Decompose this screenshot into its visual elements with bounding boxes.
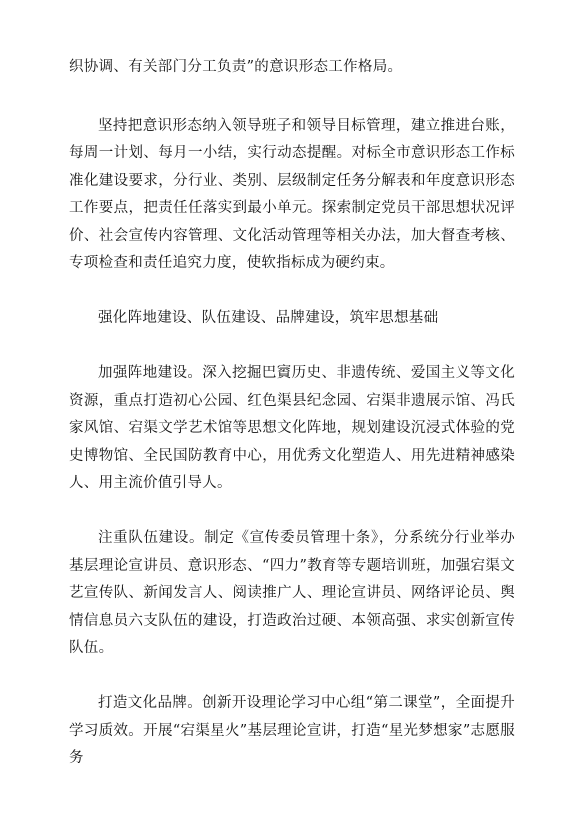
paragraph-positions: 加强阵地建设。深入挖掘巴賨历史、非遗传统、爱国主义等文化资源，重点打造初心公园、红色渠县纪念园、宕渠非遗展示馆、冯氏家风馆、宕渠文学艺术馆等思想文化阵地，规划建设沉浸式体验的党史博物馆、全民国防教育中心，用优秀文化塑造人、用先进精神感染人、用主流价值引导人。 — [69, 365, 515, 491]
paragraph-gap — [69, 498, 515, 526]
paragraph-gap — [69, 333, 515, 361]
paragraph-teams: 注重队伍建设。制定《宣传委员管理十条》，分系统分行业举办基层理论宣讲员、意识形态、“四力”教育等专题培训班，加强宕渠文艺宣传队、新闻发言人、阅读推广人、理论宣讲员、网络评论员、舆情信息员六支队伍的建设，打造政治过硬、本领高强、求实创新宣传队伍。 — [69, 530, 515, 656]
section-heading: 强化阵地建设、队伍建设、品牌建设，筑牢思想基础 — [98, 310, 439, 326]
paragraph-gap — [69, 278, 515, 306]
paragraph-gap — [69, 663, 515, 691]
paragraph-gap — [69, 82, 515, 113]
paragraph-brand: 打造文化品牌。创新开设理论学习中心组“第二课堂”，全面提升学习质效。开展“宕渠星火”基层理论宣讲，打造“星光梦想家”志愿服务 — [69, 695, 515, 766]
document-body — [69, 54, 515, 773]
paragraph-responsibility: 坚持把意识形态纳入领导班子和领导目标管理，建立推进台账，每周一计划、每月一小结，实行动态提醒。对标全市意识形态工作标准化建设要求，分行业、类别、层级制定任务分解表和年度意识形态工作要点，把责任任落实到最小单元。探索制定党员干部思想状况评价、社会宣传内容管理、文化活动管理等相关办法，加大督查考核、专项检查和责任追究力度，使软指标成为硬约束。 — [69, 117, 515, 271]
paragraph-continuation: 织协调、有关部门分工负责”的意识形态工作格局。 — [69, 59, 403, 75]
